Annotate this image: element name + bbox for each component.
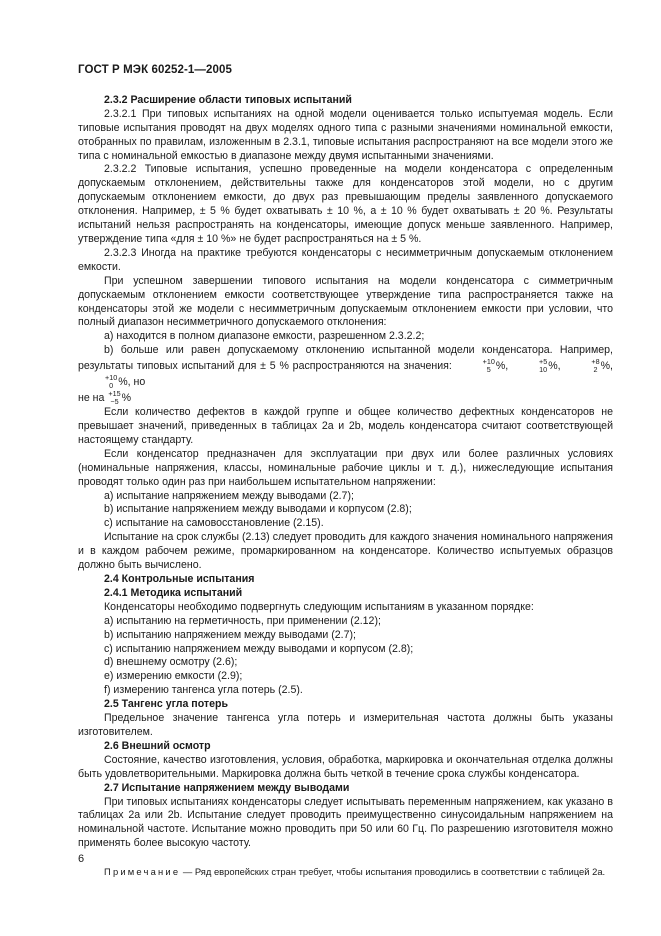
section-heading-2-5: 2.5 Тангенс угла потерь	[104, 698, 228, 711]
list-item-b	[78, 344, 613, 390]
tolerance-2: +5 10	[539, 357, 548, 375]
multi-item-b: b) испытание напряжением между выводами и корпусом (2.8);	[104, 503, 412, 516]
document-header: ГОСТ Р МЭК 60252-1—2005	[78, 64, 232, 76]
paragraph-multi-conditions: Если конденсатор предназначен для эксплуатации при двух или более различных условиях (номинальные напряжения, классы, номинальные рабочие циклы и т. д.), нижеследующие испытания проводят только один раз при наибольшем испытательном напряжении:	[78, 447, 613, 488]
control-item-b: b) испытанию напряжением между выводами (2.7);	[104, 628, 356, 641]
paragraph-life-test: Испытание на срок службы (2.13) следует проводить для каждого значения номинального напряжения и в каждом рабочем режиме, промаркированном на конденсаторе. Количество испытуемых образцов должно быть вычислено.	[78, 531, 613, 572]
note-text: — Ряд европейских стран требует, чтобы испытания проводились в соответствии с таблицей 2a.	[180, 866, 606, 878]
paragraph-2-3-2-2: 2.3.2.2 Типовые испытания, успешно проведенные на модели конденсатора с определенным допускаемым отклонением, действительны также для конденсаторов этой модели, но с другим допускаемым отклонением емкости, до двух раз превышающим пределы заявленного допускаемого отклонения. Например, ± 5 % будет охватывать ± 10 %, а ± 10 % будет охватывать ± 20 %. Результаты испытаний нельзя распространять на конденсаторы, имеющие допуск меньше заявленного. Например, утверждение типа «для ± 10 %» не будет распространяться на ± 5 %.	[78, 163, 613, 245]
tolerance-1: +10 5	[482, 357, 495, 375]
not-on-line	[78, 390, 613, 406]
page-number: 6	[78, 853, 85, 865]
control-item-f: f) измерению тангенса угла потерь (2.5).	[104, 684, 303, 697]
document-page	[78, 64, 613, 878]
paragraph-2-7: При типовых испытаниях конденсаторы следует испытывать переменным напряжением, как указано в таблицах 2a или 2b. Испытание следует проводить преимущественно синусоидальным напряжением на номинальной частоте. Испытание можно проводить при 50 или 60 Гц. По разрешению изготовителя можно применять более высокую частоту.	[78, 795, 613, 850]
not-on-text: не на	[78, 391, 105, 404]
note	[78, 865, 613, 878]
section-heading-2-3-2: 2.3.2 Расширение области типовых испытаний	[104, 93, 352, 106]
multi-item-a: a) испытание напряжением между выводами (2.7);	[104, 489, 354, 502]
list-item-b-text: b) больше или равен допускаемому отклонению испытанной модели конденсатора. Например, результаты типовых испытаний для ± 5 % распространяются на значения:	[78, 344, 613, 372]
paragraph-2-3-2-1: 2.3.2.1 При типовых испытаниях на одной модели оценивается только испытуемая модель. Если типовые испытания проводят на двух моделях одного типа с разными значениями номинальной емкости, отобранных по правилам, изложенным в 2.3.1, типовые испытания распространяют на все модели этого же типа с номинальной емкостью в диапазоне между двумя испытанными значениями.	[78, 107, 613, 162]
tolerance-1-unit: %,	[495, 359, 509, 372]
section-heading-2-4: 2.4 Контрольные испытания	[104, 573, 255, 585]
control-item-a: a) испытанию на герметичность, при применении (2.12);	[104, 614, 381, 627]
paragraph-defects: Если количество дефектов в каждой группе и общее количество дефектных конденсаторов не превышает значений, приведенных в таблицах 2a и 2b, модель конденсатора считают соответствующей настоящему стандарту.	[78, 406, 613, 446]
paragraph-success: При успешном завершении типового испытания на модели конденсатора с симметричным допускаемым отклонением емкости соответствующее утверждение типа распространяется также на конденсаторы этой же модели с несимметричным допускаемым отклонением емкости при условии, что полный диапазон несимметричного допускаемого отклонения:	[78, 274, 613, 329]
paragraph-2-3-2-3: 2.3.2.3 Иногда на практике требуются конденсаторы с несимметричным допускаемым отклонением емкости.	[78, 246, 613, 273]
tolerance-2-unit: %,	[548, 359, 561, 372]
tolerance-3: +8 2	[591, 357, 600, 375]
section-heading-2-6: 2.6 Внешний осмотр	[104, 739, 211, 752]
note-label: Примечание	[104, 866, 181, 878]
tolerance-5: +15 −5	[108, 389, 121, 407]
tolerance-4-unit: %, но	[118, 375, 146, 388]
paragraph-2-5: Предельное значение тангенса угла потерь и измерительная частота должны быть указаны изготовителем.	[78, 712, 613, 738]
tolerance-4: +10 0	[105, 373, 118, 391]
tolerance-3-unit: %,	[600, 359, 613, 372]
list-item-a: a) находится в полном диапазоне емкости, разрешенном 2.3.2.2;	[104, 330, 425, 343]
control-item-e: e) измерению емкости (2.9);	[104, 670, 243, 683]
control-item-c: c) испытанию напряжением между выводами и корпусом (2.8);	[104, 642, 414, 655]
section-heading-2-7: 2.7 Испытание напряжением между выводами	[104, 781, 350, 794]
control-item-d: d) внешнему осмотру (2.6);	[104, 656, 238, 669]
section-heading-2-4-1: 2.4.1 Методика испытаний	[104, 586, 243, 599]
multi-item-c: c) испытание на самовосстановление (2.15).	[104, 517, 324, 530]
paragraph-2-6: Состояние, качество изготовления, условия, обработка, маркировка и окончательная отделка должны быть удовлетворительными. Маркировка должна быть четкой в течение срока службы конденсатора.	[78, 753, 613, 780]
tolerance-5-unit: %	[121, 391, 132, 404]
paragraph-2-4-1: Конденсаторы необходимо подвергнуть следующим испытаниям в указанном порядке:	[104, 600, 534, 613]
